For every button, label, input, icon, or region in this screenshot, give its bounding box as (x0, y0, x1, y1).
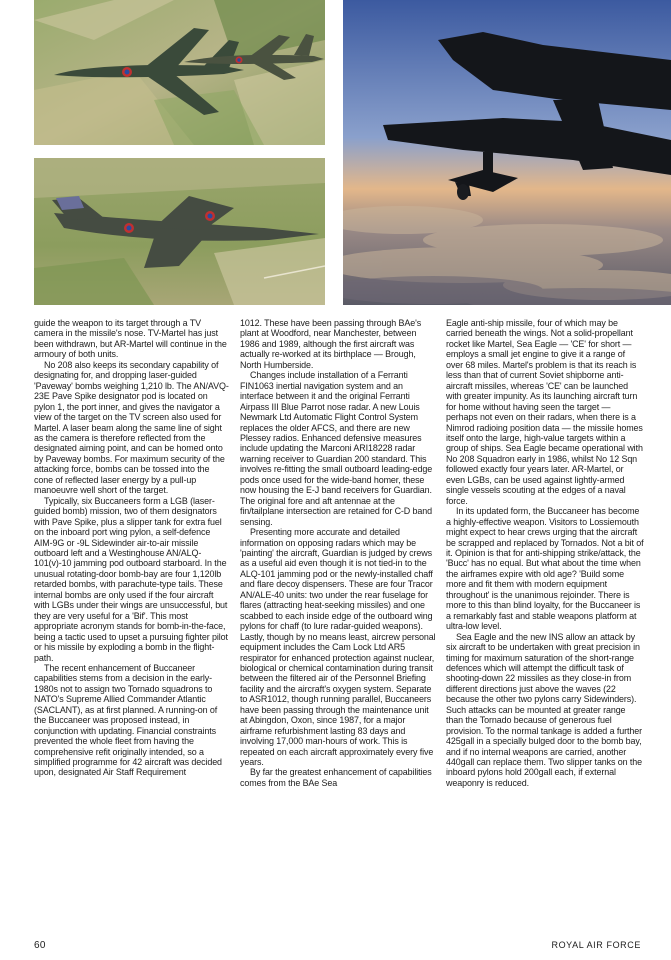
photo-top-left (34, 0, 325, 145)
paragraph: Typically, six Buccaneers form a LGB (laser-guided bomb) mission, two of them designators with Pave Spike, plus a slipper tank for extra fuel on the inboard port wing pylon, a self-defence AIM-9G or -9L Sidewinder air-to-air missile outboard left and a Westinghouse AN/ALQ-101(v)-10 jamming pod outboard starboard. In the unusual rotating-door bomb-bay are four 1,120lb retarded bombs, with parachute-type tails. These internal bombs are only used if the four aircraft with LGBs under their wings are unsuccessful, but they are very useful for a 'Bif'. This most appropriate acronym stands for bomb-in-the-face, being a tactic used to upset a pursuing fighter pilot or his missile by exploding a bomb in the flight-path. (34, 495, 228, 663)
paragraph: No 208 also keeps its secondary capability of designating for, and dropping laser-guided 'Paveway' bombs weighing 1,210 lb. The AN/AVQ-23E Pave Spike designator pod is located on pylon 1, the port inner, and gives the navigator a view of the target on the TV screen also used for Martel. A laser beam along the same line of sight as the camera is therefore reflected from the designated aiming point, and can be homed onto by Paveway bombs. For maximum security of the attacking force, bombs can be tossed into the cone of reflected laser energy by a pull-up manoeuvre well short of the target. (34, 359, 229, 496)
paragraph: Changes include installation of a Ferranti FIN1063 inertial navigation system and an interface between it and the original Ferranti Airpass III Blue Parrot nose radar. A new Louis Newmark Ltd Automatic Flight Control System replaces the older AFCS, and there are new Plessey radios. Enhanced defensive measures include updating the Marconi ARI18228 radar warning receiver to Guardian 200 standard. This involves re-fitting the small outboard leading-edge pods once used for the wide-band homer, these now housing the E-J band receivers for Guardian. The original fore and aft antennae at the fin/tailplane intersection are retained for C-D band sensing. (240, 370, 433, 527)
paragraph: guide the weapon to its target through a TV camera in the missile's nose. TV-Martel has just been withdrawn, but AR-Martel will continue in the armoury of both units. (34, 318, 227, 360)
text-column-3 (446, 318, 644, 788)
text-column-2 (240, 318, 436, 788)
paragraph: Presenting more accurate and detailed information on opposing radars which may be 'painting' the aircraft, Guardian is judged by crews as a useful aid even though it is not tied-in to the ALQ-101 jamming pod or the newly-installed chaff and flare decoy dispensers. These are four Tracor AN/ALE-40 units: two under the rear fuselage for flares (attracting heat-seeking missiles) and one scabbed to each inside edge of the outboard wing pylons for chaff (to lure radar-guided weapons). Lastly, though by no means least, aircrew personal equipment includes the Cam Lock Ltd AR5 respirator for enhanced protection against nuclear, biological or chemical contamination during transit between the filtered air of the Personnel Briefing facility and the aircraft's oxygen system. Separate to ASR1012, though running parallel, Buccaneers have been passing through the maintenance unit at Abingdon, Oxon, since 1987, for a major airframe refurbishment lasting 83 days and involving 17,000 man-hours of work. This is repeated on each aircraft approximately every five years. (240, 527, 436, 768)
paragraph: The recent enhancement of Buccaneer capabilities stems from a decision in the early-1980s not to assign two Tornado squadrons to NATO's Supreme Allied Commander Atlantic (SACLANT), as at first planned. A running-on of the Buccaneer was proposed instead, in conjunction with updating. Financial constraints prevented the whole fleet from having the comprehensive refit originally intended, so a simplified programme for 42 aircraft was decided upon, designated Air Staff Requirement (34, 662, 222, 778)
text-column-1 (34, 318, 230, 778)
paragraph: By far the greatest enhancement of capabilities comes from the BAe Sea (240, 767, 432, 788)
page-number: 60 (34, 940, 46, 951)
paragraph: 1012. These have been passing through BAe's plant at Woodford, near Manchester, between 1986 and 1989, although the first aircraft was actually re-worked at its birthplace — Brough, North Humberside. (240, 318, 422, 370)
photo-bottom-left (34, 158, 325, 305)
paragraph: Sea Eagle and the new INS allow an attack by six aircraft to be undertaken with great precision in timing for maximum saturation of the short-range defences which will attempt the difficult task of shooting-down 22 missiles as they close-in from different directions just above the waves (22 because the other two pylons carry Sidewinders). Such attacks can be mounted at greater range than the Tornado because of generous fuel provision. To the normal tankage is added a further 425gall in a specially bulged door to the bomb bay, and if no internal weapons are carried, another 440gall can replace them. Two slipper tanks on the inboard pylons hold 200gall each, if external weaponry is reduced. (446, 631, 643, 788)
paragraph: Eagle anti-ship missile, four of which may be carried beneath the wings. Not a solid-propellant rocket like Martel, Sea Eagle — 'CE' for short — employs a small jet engine to give it a range of over 68 miles. Martel's problem is that its reach is less than that of current Soviet shipborne anti-aircraft missiles, whereas 'CE' can be launched with greater impunity. As its launching aircraft turn for home without having seen the target — perhaps not even on their radars, when there is a Nimrod radioing position data — the missile homes itself onto the large, high-value targets within a group of ships. Sea Eagle became operational with No 208 Squadron early in 1986, whilst No 12 Sqn followed exactly four years later. AR-Martel, or even LGBs, can be used against lightly-armed single vessels scouting at the edges of a naval force. (446, 318, 643, 506)
photo-right (343, 0, 671, 305)
running-footer: ROYAL AIR FORCE (551, 940, 641, 950)
paragraph: In its updated form, the Buccaneer has become a highly-effective weapon. Visitors to Lossiemouth might expect to hear crews urging that the aircraft be scrapped and replaced by Tornados. Not a bit of it. Opinion is that for anti-shipping strike/attack, the 'Bucc' has no equal. But what about the time when the airframes expire with old age? 'Build some more and fit them with modern equipment throughout' is the unanimous rejoinder. There is more to this than blind loyalty, for the Buccaneer is a remarkably fast and stable weapons platform at ultra-low level. (446, 506, 644, 632)
